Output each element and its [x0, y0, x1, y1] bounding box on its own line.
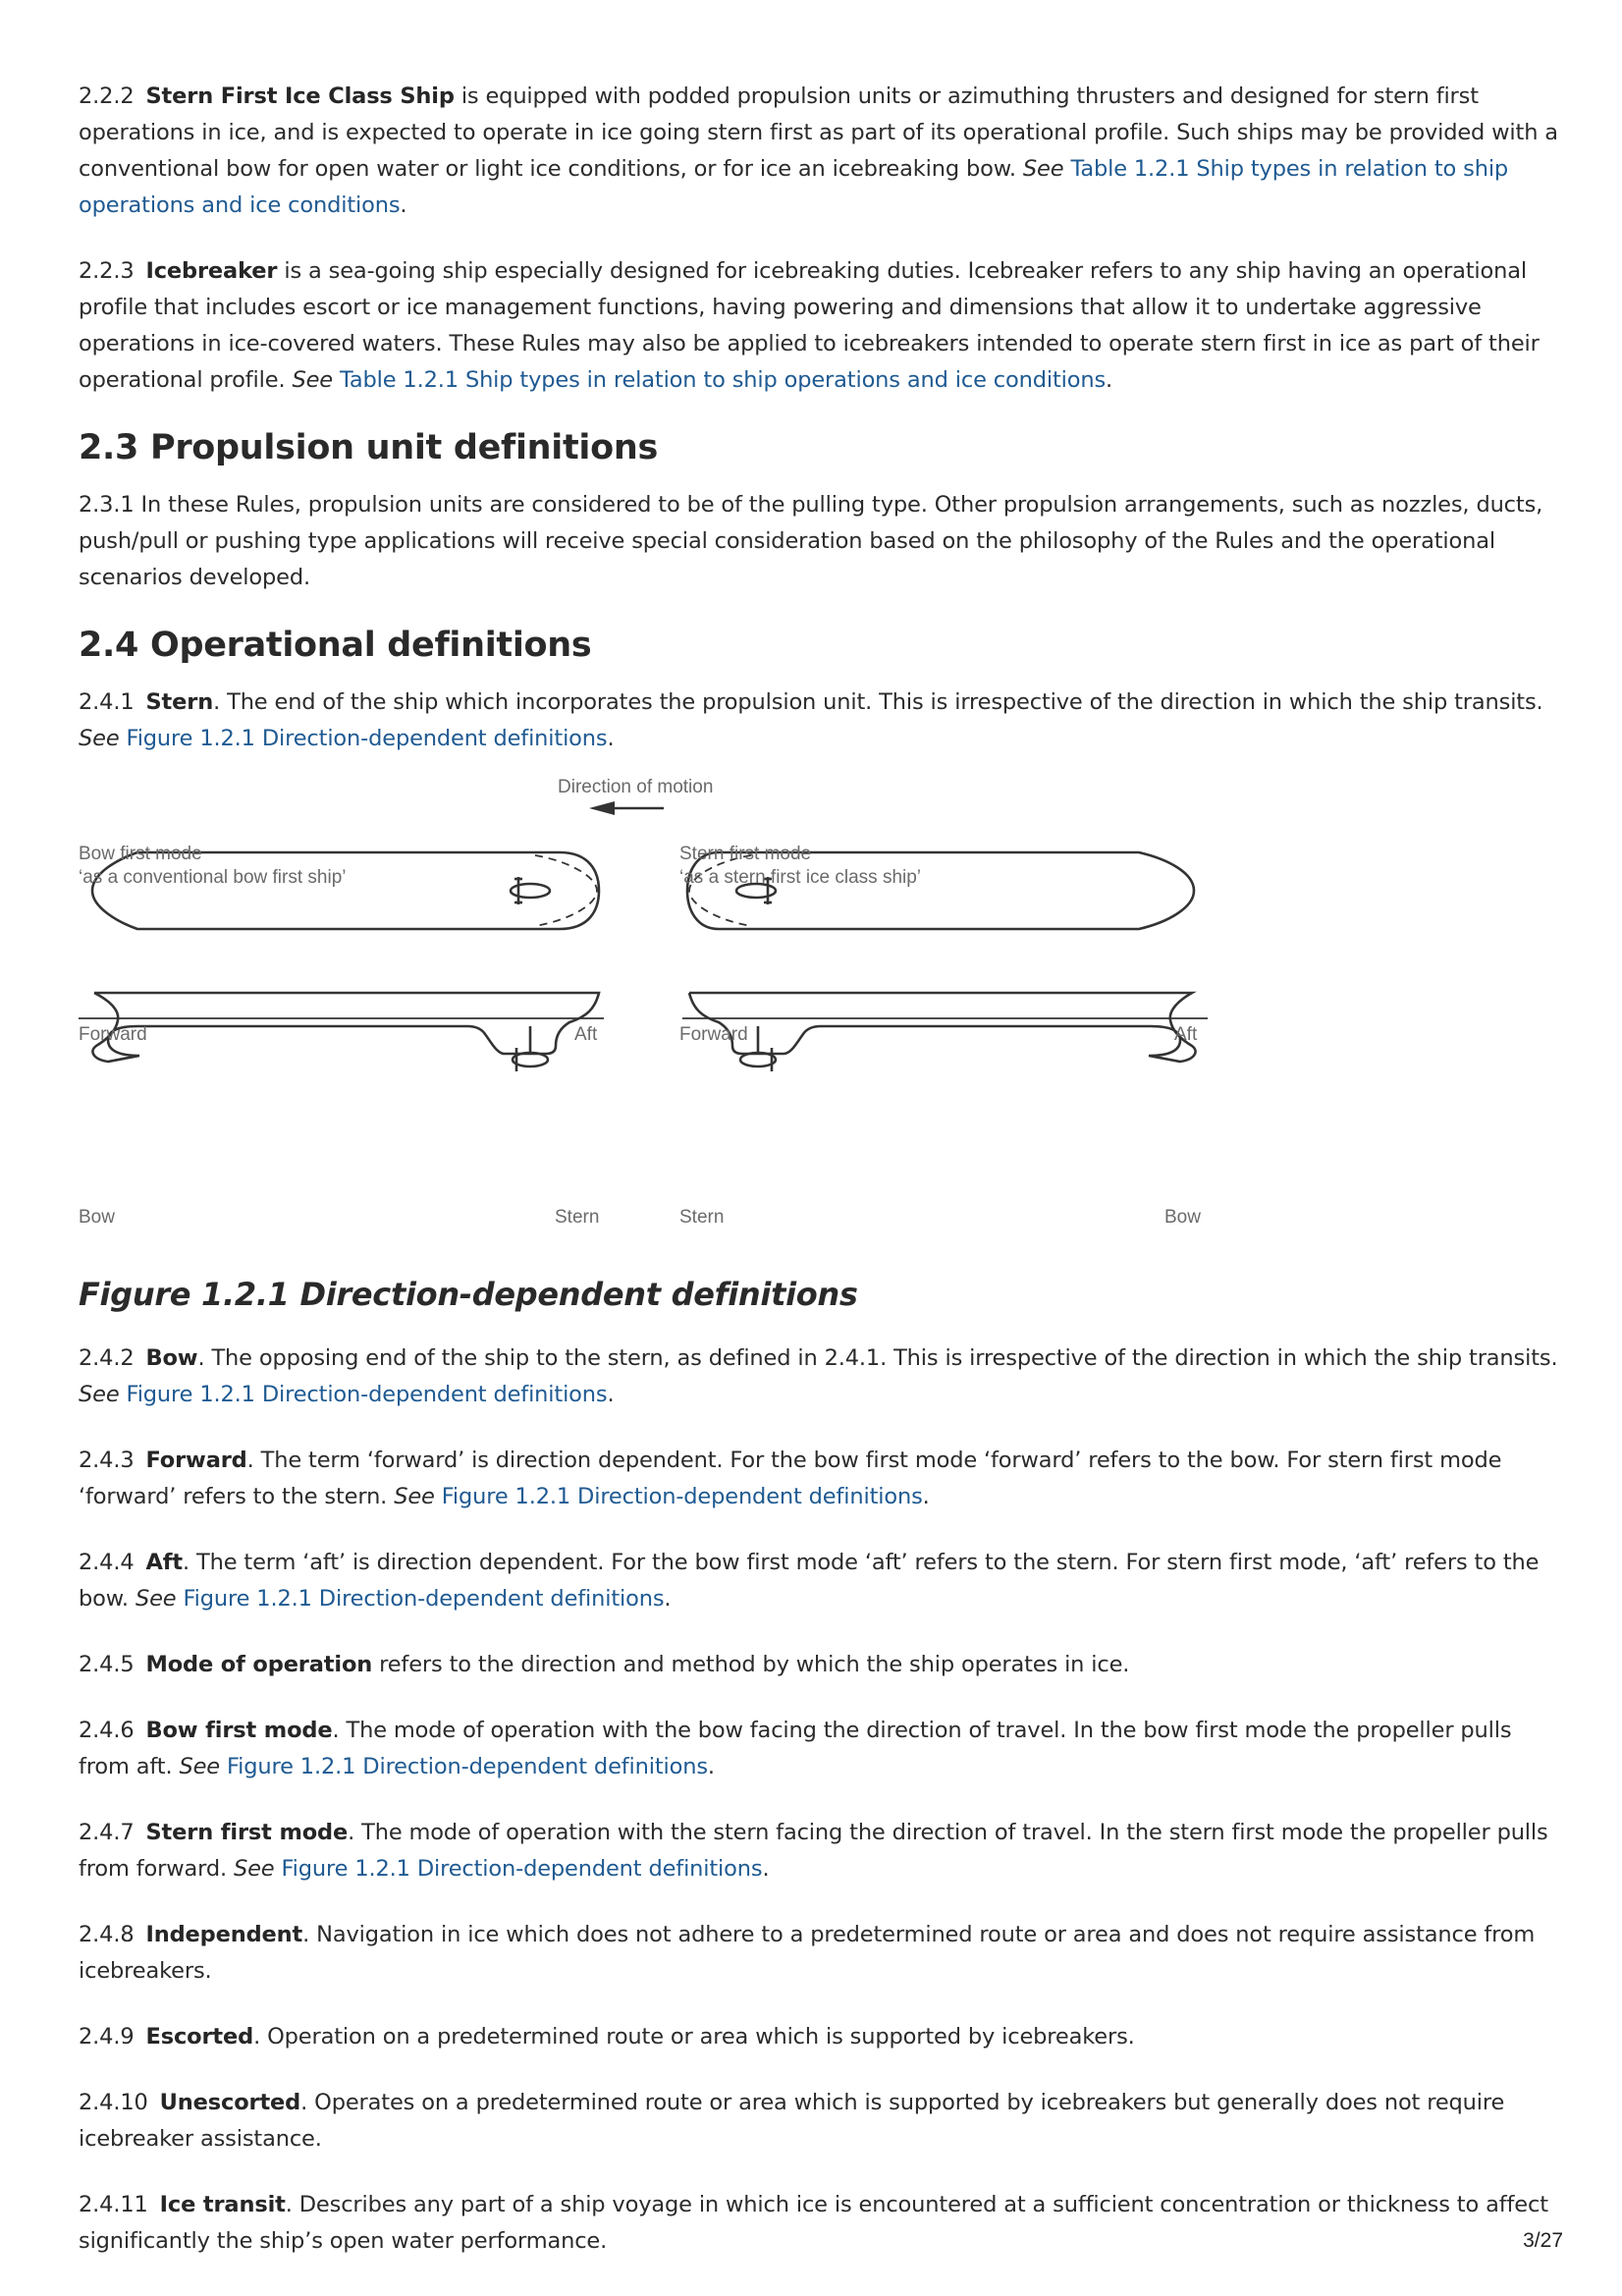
clause-number: 2.4.7	[79, 1820, 135, 1845]
para-2-4-3: 2.4.3 Forward. The term ‘forward’ is direction dependent. For the bow first mode ‘forward’ refers to the bow. For stern first mode ‘forward’ refers to the stern. See Figure 1.2.1 Direction-dependent definitions.	[79, 1448, 1502, 1509]
aft-label-left: Aft	[574, 1024, 598, 1045]
clause-number: 2.4.3	[79, 1448, 135, 1473]
clause-text: . Navigation in ice which does not adhere to a predetermined route or area and does not require assistance from icebreakers.	[79, 1922, 1536, 1984]
figure-1-2-1-link[interactable]: Figure 1.2.1 Direction-dependent definitions	[227, 1754, 708, 1779]
see-label: See	[79, 1382, 120, 1407]
clause-term: Stern First Ice Class Ship	[145, 83, 455, 109]
clause-term: Escorted	[145, 2024, 254, 2050]
see-label: See	[292, 367, 333, 393]
document-page	[79, 79, 1566, 2289]
clause-text: . Operates on a predetermined route or area which is supported by icebreakers but generally does not require icebreaker assistance.	[79, 2090, 1505, 2152]
stern-first-mode-title: Stern first mode	[679, 844, 812, 864]
para-2-4-11	[79, 2187, 1566, 2260]
direction-of-motion-label: Direction of motion	[558, 777, 714, 797]
para-2-2-2: 2.2.2 Stern First Ice Class Ship is equipped with podded propulsion units or azimuthing thrusters and designed for stern first operations in ice, and is expected to operate in ice going stern first as part of its operational profile. Such ships may be provided with a conventional bow for open water or light ice conditions, or for ice an icebreaking bow. See Table 1.2.1 Ship types in relation to ship operations and ice conditions.	[79, 83, 1558, 218]
bow-first-mode-subtitle: ‘as a conventional bow first ship’	[79, 867, 347, 888]
table-1-2-1-link[interactable]: Table 1.2.1 Ship types in relation to ship operations and ice conditions	[79, 156, 1509, 218]
para-2-3-1: 2.3.1 In these Rules, propulsion units are considered to be of the pulling type. Other propulsion arrangements, such as nozzles, ducts, push/pull or pushing type applications will receive special consideration based on the philosophy of the Rules and the operational scenarios developed.	[79, 492, 1543, 590]
clause-term: Mode of operation	[145, 1652, 373, 1677]
aft-label-right: Aft	[1174, 1024, 1198, 1045]
clause-number: 2.4.11	[79, 2192, 148, 2217]
dashed-pod-sweep	[689, 855, 751, 926]
clause-text: . The end of the ship which incorporates the propulsion unit. This is irrespective of the direction in which the ship transits.	[213, 689, 1543, 715]
clause-text: refers to the direction and method by which the ship operates in ice.	[372, 1652, 1130, 1677]
clause-number: 2.4.10	[79, 2090, 148, 2115]
profile-hull-stern-first	[689, 993, 1196, 1062]
clause-number: 2.4.1	[79, 689, 135, 715]
pod-icon	[511, 877, 550, 904]
see-label: See	[179, 1754, 220, 1779]
heading-2-4: 2.4 Operational definitions	[79, 626, 592, 665]
para-2-4-9	[79, 2019, 1566, 2055]
clause-text: . The term ‘forward’ is direction dependent. For the bow first mode ‘forward’ refers to the bow. For stern first mode ‘forward’ refers to the stern.	[79, 1448, 1502, 1509]
clause-text: . The term ‘aft’ is direction dependent. For the bow first mode ‘aft’ refers to the stern. For stern first mode, ‘aft’ refers to the bow.	[79, 1550, 1540, 1612]
figure-1-2-1-link[interactable]: Figure 1.2.1 Direction-dependent definitions	[126, 726, 608, 751]
para-2-4-5	[79, 1647, 1566, 1683]
pod-icon	[513, 1026, 548, 1071]
profile-hull-bow-first	[94, 993, 599, 1056]
clause-number: 2.4.2	[79, 1345, 135, 1371]
clause-term: Independent	[145, 1922, 303, 1947]
bow-label-left: Bow	[79, 1207, 115, 1228]
forward-label-right: Forward	[679, 1024, 748, 1045]
heading-2-3: 2.3 Propulsion unit definitions	[79, 428, 658, 467]
clause-text: . Operation on a predetermined route or area which is supported by icebreakers.	[253, 2024, 1135, 2050]
para-2-4-4: 2.4.4 Aft. The term ‘aft’ is direction dependent. For the bow first mode ‘aft’ refers to the stern. For stern first mode, ‘aft’ refers to the bow. See Figure 1.2.1 Direction-dependent definitions.	[79, 1550, 1540, 1612]
clause-term: Stern first mode	[145, 1820, 349, 1845]
see-label: See	[1022, 156, 1064, 182]
clause-text: . The mode of operation with the stern facing the direction of travel. In the stern first mode the propeller pulls from forward.	[79, 1820, 1548, 1882]
clause-term: Stern	[145, 689, 214, 715]
stern-label-left: Stern	[555, 1207, 600, 1228]
bow-first-mode-title: Bow first mode	[79, 844, 202, 864]
clause-number: 2.4.9	[79, 2024, 135, 2050]
page-number: 3/27	[1523, 2229, 1563, 2252]
bow-label-right: Bow	[1164, 1207, 1201, 1228]
figure-1-2-1-link[interactable]: Figure 1.2.1 Direction-dependent definitions	[281, 1856, 763, 1882]
clause-number: 2.4.5	[79, 1652, 135, 1677]
clause-number: 2.4.4	[79, 1550, 135, 1575]
clause-term: Forward	[145, 1448, 247, 1473]
clause-text: . The mode of operation with the bow facing the direction of travel. In the bow first mode the propeller pulls from aft.	[79, 1718, 1512, 1779]
see-label: See	[79, 726, 120, 751]
para-2-4-7: 2.4.7 Stern first mode. The mode of operation with the stern facing the direction of travel. In the stern first mode the propeller pulls from forward. See Figure 1.2.1 Direction-dependent definitions.	[79, 1820, 1548, 1882]
clause-number: 2.4.8	[79, 1922, 135, 1947]
clause-term: Unescorted	[159, 2090, 301, 2115]
figure-1-2-1-link[interactable]: Figure 1.2.1 Direction-dependent definitions	[126, 1382, 608, 1407]
figure-1-2-1-link[interactable]: Figure 1.2.1 Direction-dependent definitions	[183, 1586, 665, 1612]
clause-term: Ice transit	[159, 2192, 286, 2217]
see-label: See	[135, 1586, 177, 1612]
clause-text: is a sea-going ship especially designed for icebreaking duties. Icebreaker refers to any ship having an operational profile that includes escort or ice management functions, having powering and dimensions that allow it to undertake aggressive operations in ice-covered waters. These Rules may also be applied to icebreakers intended to operate stern first in ice as part of their operational profile.	[79, 258, 1540, 393]
stern-label-right: Stern	[679, 1207, 725, 1228]
figure-caption: Figure 1.2.1 Direction-dependent definitions	[79, 1276, 858, 1313]
para-2-4-8	[79, 1917, 1566, 1990]
stern-first-mode-subtitle: ‘as a stern first ice class ship’	[679, 867, 922, 888]
clause-number: 2.2.2	[79, 83, 135, 109]
para-2-2-3: 2.2.3 Icebreaker is a sea-going ship especially designed for icebreaking duties. Icebreaker refers to any ship having an operational profile that includes escort or ice management functions, having powering and dimensions that allow it to undertake aggressive operations in ice-covered waters. These Rules may also be applied to icebreakers intended to operate stern first in ice as part of their operational profile. See Table 1.2.1 Ship types in relation to ship operations and ice conditions.	[79, 258, 1540, 393]
clause-term: Bow first mode	[145, 1718, 333, 1743]
para-2-4-6: 2.4.6 Bow first mode. The mode of operation with the bow facing the direction of travel. In the bow first mode the propeller pulls from aft. See Figure 1.2.1 Direction-dependent definitions.	[79, 1718, 1512, 1779]
para-2-4-1: 2.4.1 Stern. The end of the ship which incorporates the propulsion unit. This is irrespective of the direction in which the ship transits. See Figure 1.2.1 Direction-dependent definitions.	[79, 689, 1543, 751]
clause-number: 2.4.6	[79, 1718, 135, 1743]
direction-figure	[79, 775, 1296, 1256]
clause-text: is equipped with podded propulsion units or azimuthing thrusters and designed for stern first operations in ice, and is expected to operate in ice going stern first as part of its operational profile. Such ships may be provided with a conventional bow for open water or light ice conditions, or for ice an icebreaking bow.	[79, 83, 1558, 182]
clause-text: . The opposing end of the ship to the stern, as defined in 2.4.1. This is irrespective of the direction in which the ship transits.	[197, 1345, 1558, 1371]
direction-arrow-icon	[589, 801, 615, 815]
dashed-pod-sweep	[535, 855, 597, 926]
see-label: See	[394, 1484, 435, 1509]
clause-term: Bow	[145, 1345, 198, 1371]
clause-term: Icebreaker	[145, 258, 278, 284]
figure-1-2-1-link[interactable]: Figure 1.2.1 Direction-dependent definitions	[441, 1484, 923, 1509]
see-label: See	[233, 1856, 275, 1882]
para-2-4-2: 2.4.2 Bow. The opposing end of the ship to the stern, as defined in 2.4.1. This is irrespective of the direction in which the ship transits. See Figure 1.2.1 Direction-dependent definitions.	[79, 1345, 1558, 1407]
table-1-2-1-link[interactable]: Table 1.2.1 Ship types in relation to ship operations and ice conditions	[340, 367, 1107, 393]
clause-number: 2.2.3	[79, 258, 135, 284]
clause-text: . Describes any part of a ship voyage in which ice is encountered at a sufficient concentration or thickness to affect significantly the ship’s open water performance.	[79, 2192, 1548, 2254]
forward-label-left: Forward	[79, 1024, 147, 1045]
para-2-4-10	[79, 2085, 1566, 2158]
clause-term: Aft	[145, 1550, 184, 1575]
